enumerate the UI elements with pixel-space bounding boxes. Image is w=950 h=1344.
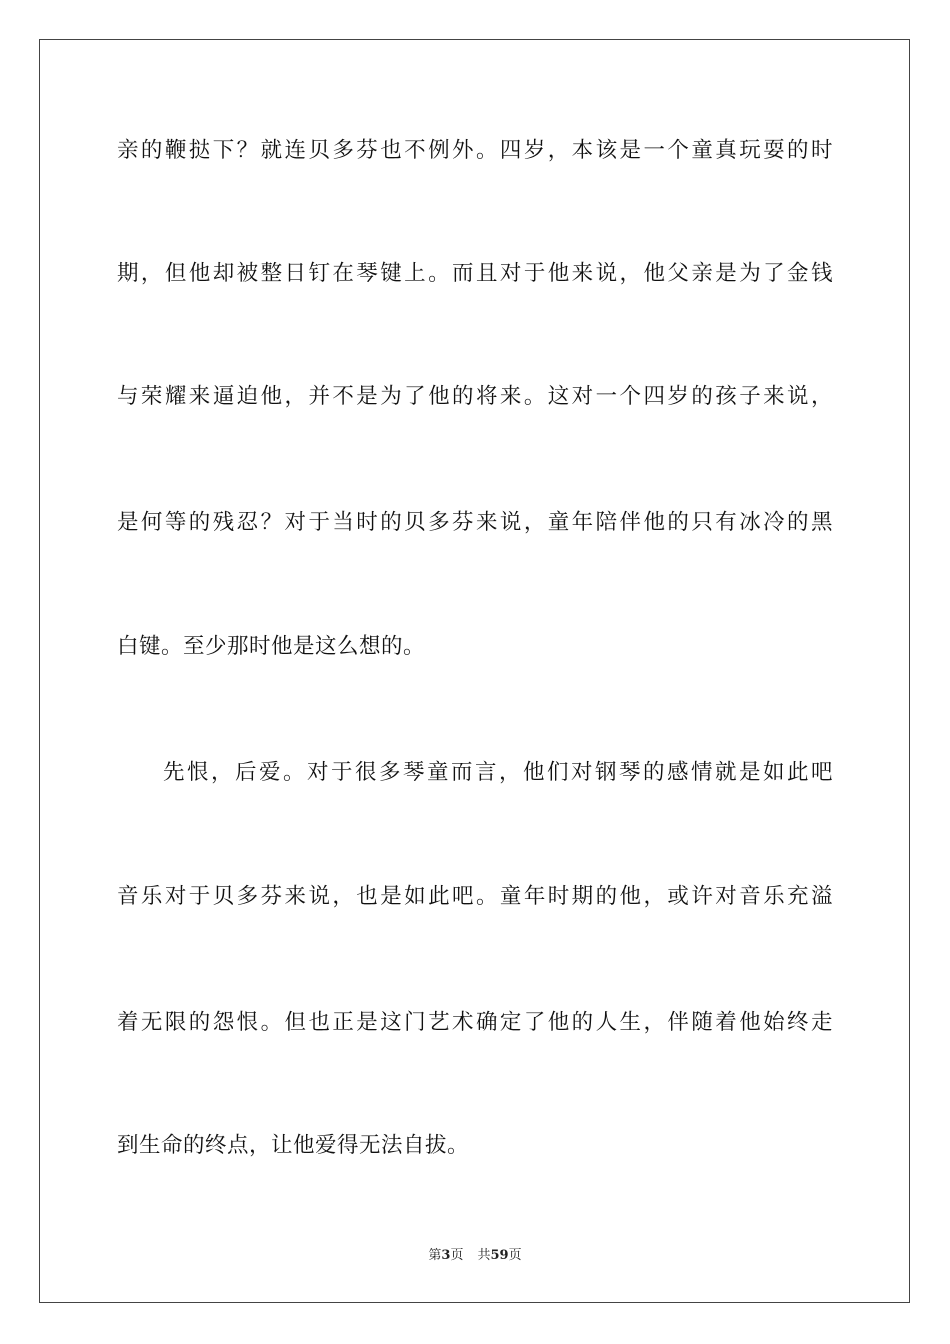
paragraph-2-line-4: 到生命的终点，让他爱得无法自拔。 <box>117 1133 470 1158</box>
total-suffix: 页 <box>508 1248 522 1263</box>
paragraph-2-line-2: 音乐对于贝多芬来说，也是如此吧。童年时期的他，或许对音乐充溢 <box>117 884 833 909</box>
page-footer <box>0 1247 950 1265</box>
text-line-3: 与荣耀来逼迫他，并不是为了他的将来。这对一个四岁的孩子来说， <box>117 384 833 409</box>
text-line-1: 亲的鞭挞下？就连贝多芬也不例外。四岁，本该是一个童真玩耍的时 <box>117 138 833 163</box>
paragraph-2-line-3: 着无限的怨恨。但也正是这门艺术确定了他的人生，伴随着他始终走 <box>117 1010 833 1035</box>
page-suffix: 页 <box>450 1248 464 1263</box>
page-prefix: 第 <box>428 1248 442 1263</box>
text-line-4: 是何等的残忍？对于当时的贝多芬来说，童年陪伴他的只有冰冷的黑 <box>117 510 833 535</box>
total-prefix: 共 <box>477 1248 491 1263</box>
page-number: 3 <box>441 1248 451 1263</box>
page-frame <box>39 39 910 1303</box>
text-line-5: 白键。至少那时他是这么想的。 <box>117 634 426 659</box>
paragraph-2-line-1: 先恨，后爱。对于很多琴童而言，他们对钢琴的感情就是如此吧 <box>163 760 833 785</box>
total-pages: 59 <box>490 1248 509 1263</box>
text-line-2: 期，但他却被整日钉在琴键上。而且对于他来说，他父亲是为了金钱 <box>117 261 833 286</box>
